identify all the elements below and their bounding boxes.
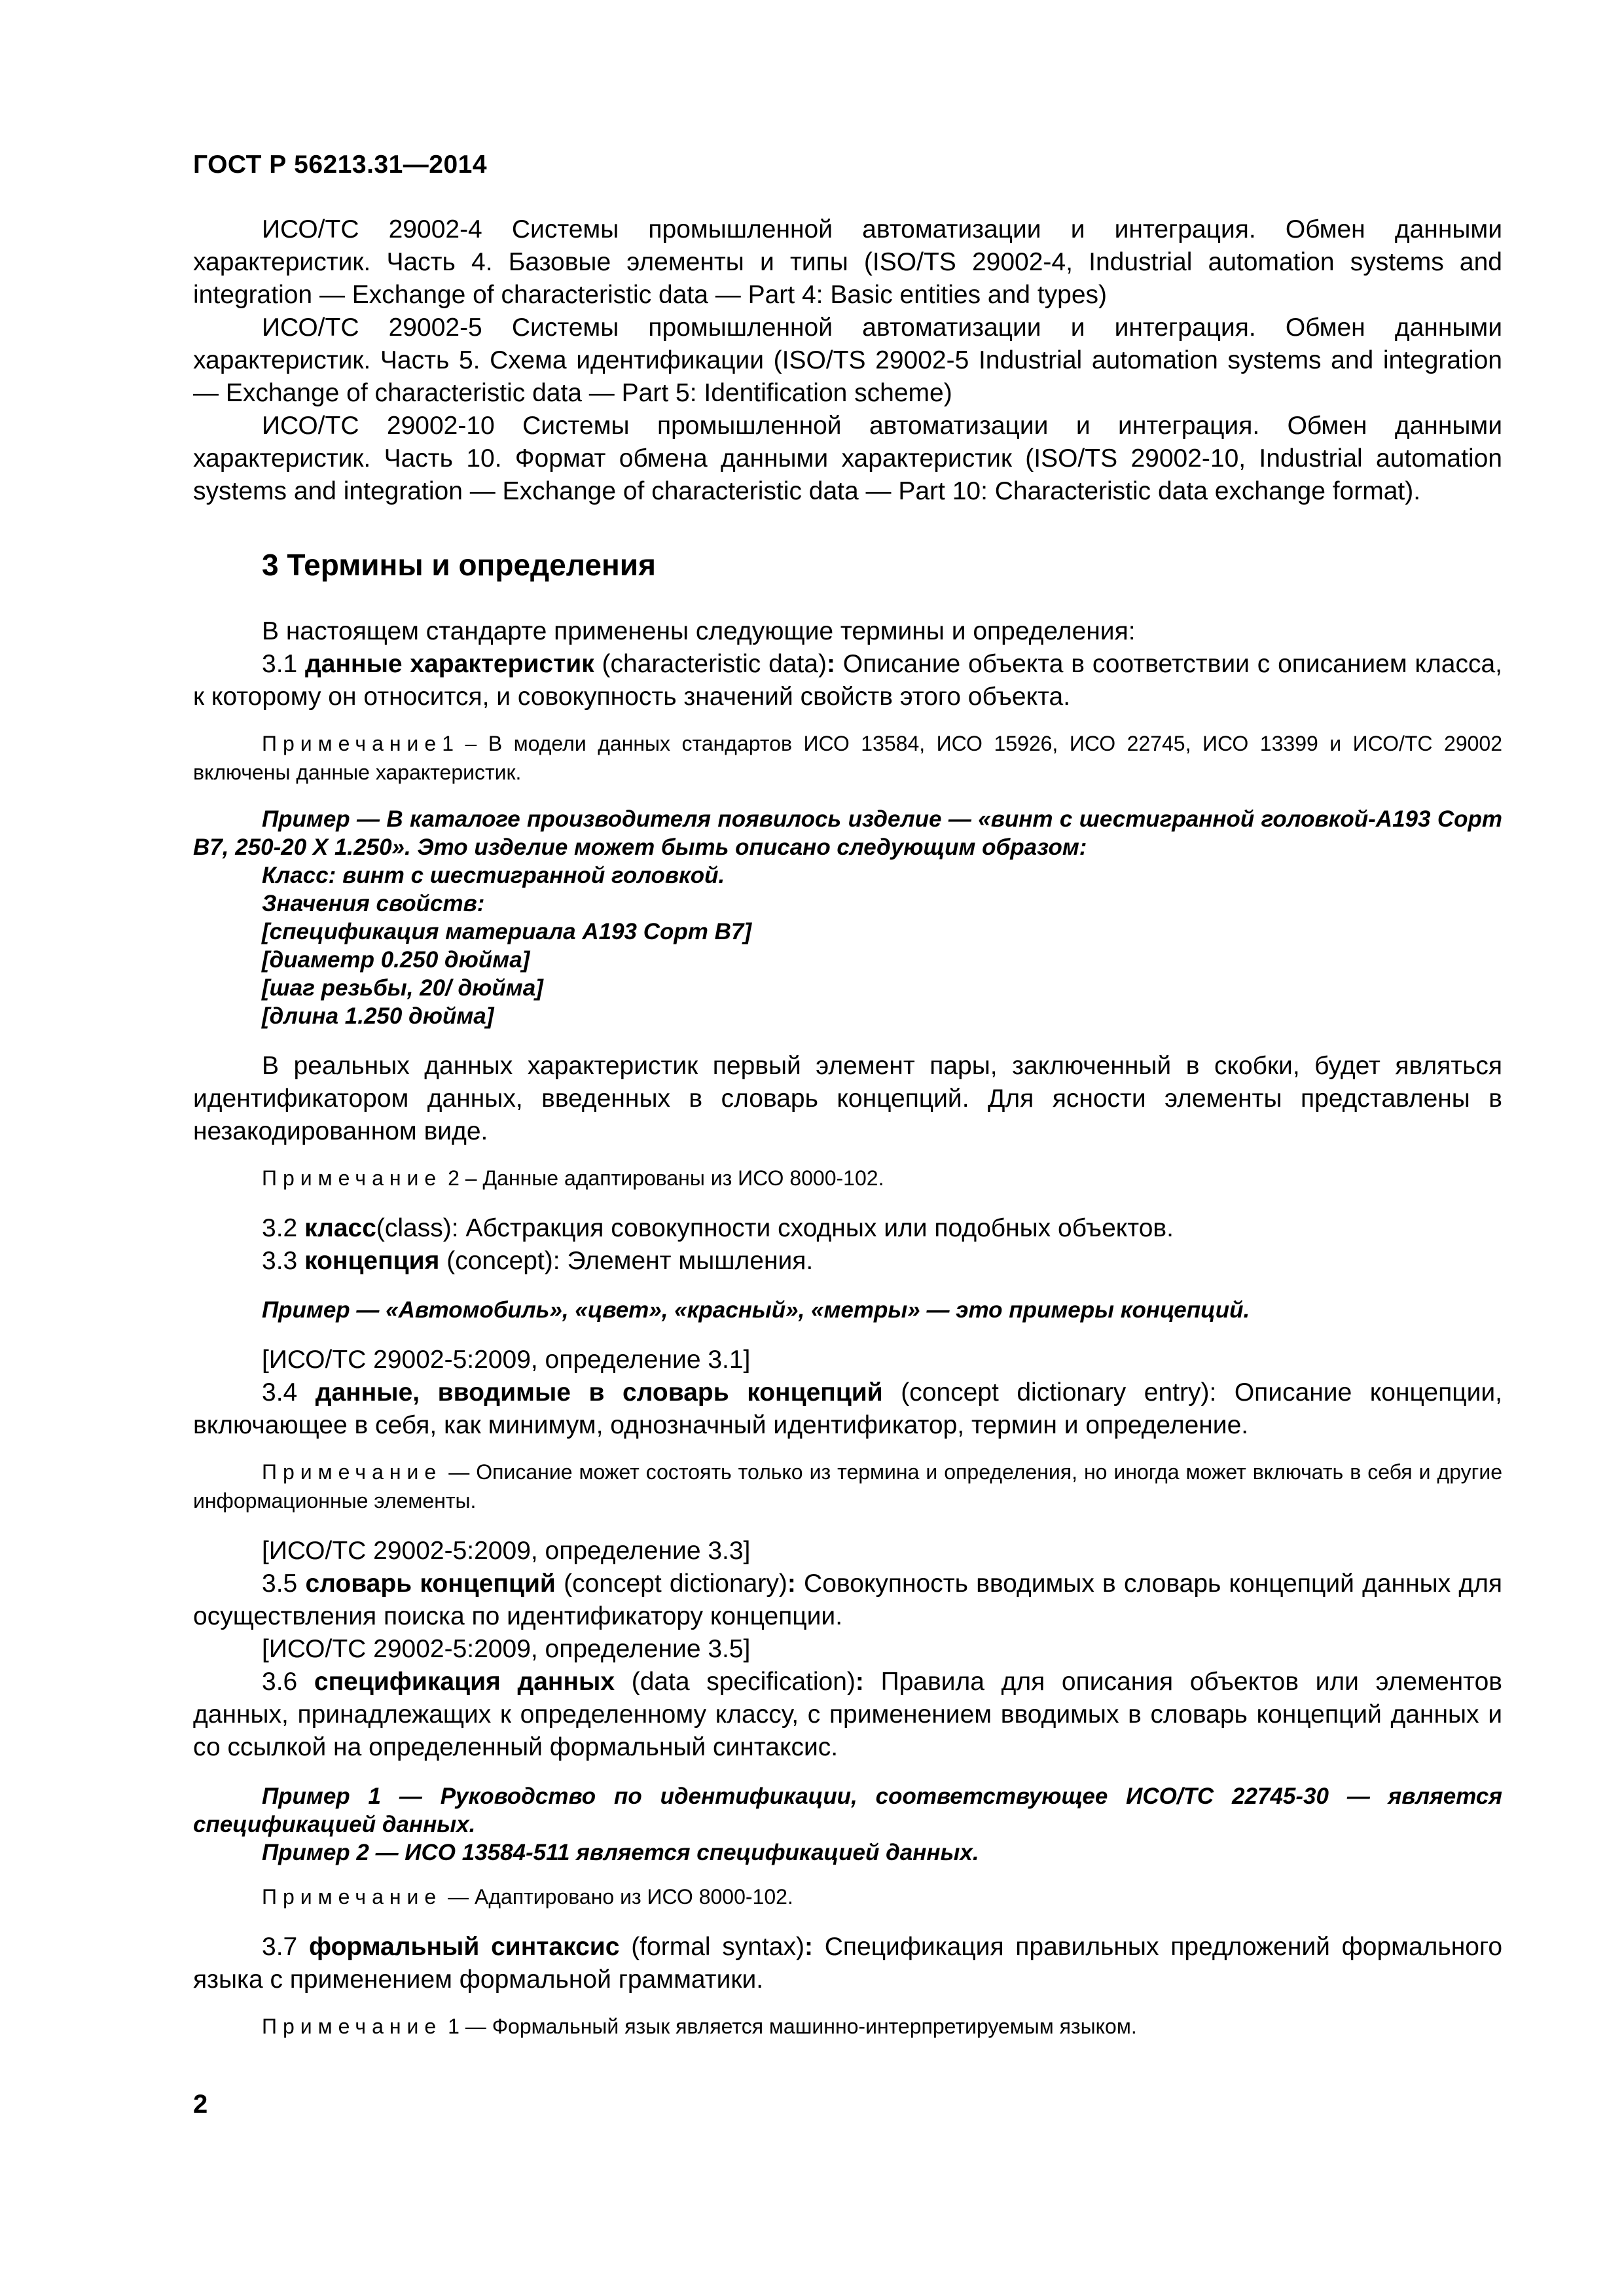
note-3-4: Примечание — Описание может состоять только из термина и определения, но иногда может включать в себя и другие информационные элементы.: [193, 1460, 1502, 1513]
reference-iso-29002-5: ИСО/ТС 29002-5 Системы промышленной автоматизации и интеграция. Обмен данными характеристик. Часть 5. Схема идентификации (ISO/TS 29002-5 Industrial automation systems and integration — Exchange of characteristic data — Part 5: Identification scheme): [193, 314, 1502, 407]
source-3-3: [ИСО/ТС 29002-5:2009, определение 3.1]: [262, 1346, 751, 1374]
page-number: 2: [193, 2090, 208, 2119]
document-page: [193, 151, 1502, 2041]
example-3-3: Пример — «Автомобиль», «цвет», «красный», «метры» — это примеры концепций.: [262, 1297, 1250, 1323]
term-3-1: 3.1 данные характеристик (characteristic data): Описание объекта в соответствии с описанием класса, к которому он относится, и совокупность значений свойств этого объекта.: [193, 650, 1502, 711]
reference-iso-29002-10: ИСО/ТС 29002-10 Системы промышленной автоматизации и интеграция. Обмен данными характеристик. Часть 10. Формат обмена данными характеристик (ISO/TS 29002-10, Industrial automation systems and integration — Exchange of characteristic data — Part 10: Characteristic data exchange format).: [193, 412, 1502, 505]
note-3-7: Примечание 1 — Формальный язык является машинно-интерпретируемым языком.: [262, 2015, 1137, 2038]
note-3-6: Примечание — Адаптировано из ИСО 8000-102.: [262, 1885, 793, 1909]
source-3-5: [ИСО/ТС 29002-5:2009, определение 3.5]: [262, 1635, 751, 1663]
example-3-6: Пример 1 — Руководство по идентификации, соответствующее ИСО/ТС 22745-30 — является спецификацией данных. Пример 2 — ИСО 13584-511 является спецификацией данных.: [193, 1784, 1502, 1865]
source-3-4: [ИСО/ТС 29002-5:2009, определение 3.3]: [262, 1537, 751, 1565]
term-3-7: 3.7 формальный синтаксис (formal syntax): Спецификация правильных предложений формального языка с применением формальной грамматики.: [193, 1933, 1503, 1994]
document-header: ГОСТ Р 56213.31—2014: [193, 151, 488, 179]
note-3-1: Примечание1 – В модели данных стандартов ИСО 13584, ИСО 15926, ИСО 22745, ИСО 13399 и ИСО/ТС 29002 включены данные характеристик.: [193, 732, 1502, 784]
term-3-3: 3.3 концепция (concept): Элемент мышления.: [262, 1247, 814, 1275]
section-intro: В настоящем стандарте применены следующие термины и определения:: [262, 617, 1136, 645]
term-3-6: 3.6 спецификация данных (data specification): Правила для описания объектов или элементов данных, принадлежащих к определенному классу, с применением вводимых в словарь концепций данных и со ссылкой на определенный формальный синтаксис.: [193, 1668, 1503, 1761]
term-3-4: 3.4 данные, вводимые в словарь концепций (concept dictionary entry): Описание концепции, включающее в себя, как минимум, однозначный идентификатор, термин и определение.: [193, 1378, 1502, 1439]
term-3-2: 3.2 класс(class): Абстракция совокупности сходных или подобных объектов.: [262, 1214, 1174, 1242]
reference-iso-29002-4: ИСО/ТС 29002-4 Системы промышленной автоматизации и интеграция. Обмен данными характеристик. Часть 4. Базовые элементы и типы (ISO/TS 29002-4, Industrial automation systems and integration — Exchange of characteristic data — Part 4: Basic entities and types): [193, 215, 1502, 309]
term-3-5: 3.5 словарь концепций (concept dictionary): Совокупность вводимых в словарь концепций данных для осуществления поиска по идентификатору концепции.: [193, 1570, 1503, 1630]
section-heading: 3 Термины и определения: [262, 548, 656, 582]
paragraph-3-1-explanation: В реальных данных характеристик первый элемент пары, заключенный в скобки, будет являться идентификатором данных, введенных в словарь концепций. Для ясности элементы представлены в незакодированном виде.: [193, 1052, 1502, 1145]
example-3-1: Пример — В каталоге производителя появилось изделие — «винт с шестигранной головкой-А193 Сорт В7, 250-20 Х 1.250». Это изделие может быть описано следующим образом: Класс: винт с шестигранной головкой. Значения свойств: [спецификация материала А193 Сорт В7] [диаметр 0.250 дюйма] [шаг резьбы, 20/ дюйма] [длина 1.250 дюйма]: [193, 806, 1502, 1029]
note-3-1-2: Примечание 2 – Данные адаптированы из ИСО 8000-102.: [262, 1166, 884, 1190]
